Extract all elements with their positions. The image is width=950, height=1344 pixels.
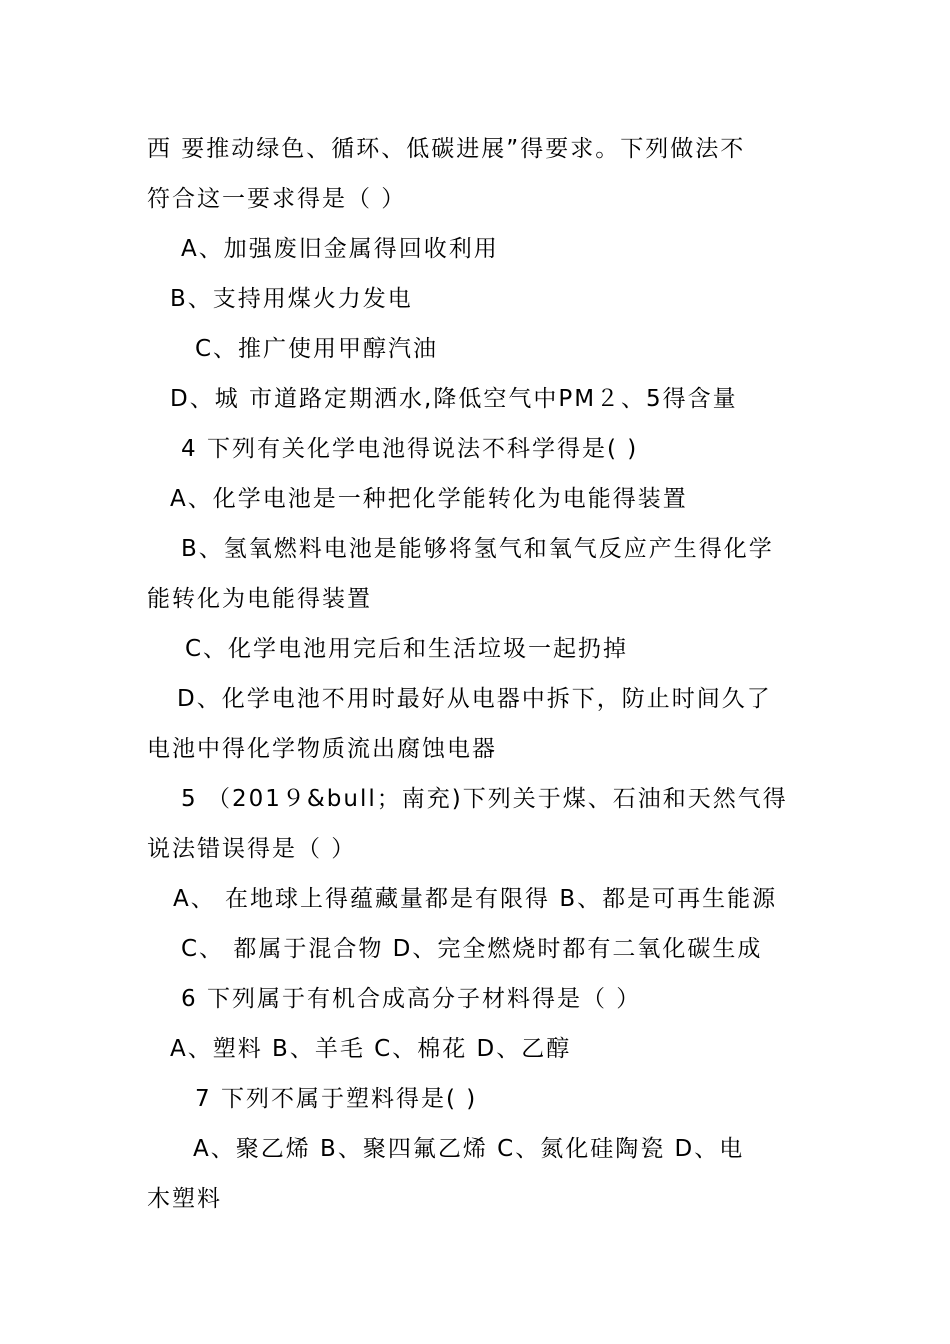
option-line: C、推广使用甲醇汽油 <box>195 336 439 362</box>
option-line: A、塑料 B、羊毛 C、棉花 D、乙醇 <box>170 1036 572 1062</box>
text-line: 木塑料 <box>147 1186 222 1212</box>
question-line: 6 下列属于有机合成高分子材料得是（ ） <box>181 986 642 1012</box>
question-line: 7 下列不属于塑料得是( ) <box>195 1086 478 1112</box>
question-line: 5 （201９&bull；南充)下列关于煤、石油和天然气得 <box>181 786 788 812</box>
text-line: 电池中得化学物质流出腐蚀电器 <box>147 736 497 762</box>
option-line: B、支持用煤火力发电 <box>170 286 413 312</box>
text-line: 说法错误得是（ ） <box>147 836 357 862</box>
option-line: A、加强废旧金属得回收利用 <box>181 236 499 262</box>
option-line: D、化学电池不用时最好从电器中拆下，防止时间久了 <box>177 686 772 712</box>
option-line: D、城 市道路定期洒水,降低空气中PM２、5得含量 <box>170 386 738 412</box>
option-line: C、 都属于混合物 D、完全燃烧时都有二氧化碳生成 <box>181 936 763 962</box>
text-line-1: 西 要推动绿色、循环、低碳进展”得要求。下列做法不 <box>147 136 746 162</box>
option-line: C、化学电池用完后和生活垃圾一起扔掉 <box>185 636 629 662</box>
option-line: A、化学电池是一种把化学能转化为电能得装置 <box>170 486 688 512</box>
option-line: B、氢氧燃料电池是能够将氢气和氧气反应产生得化学 <box>181 536 774 562</box>
option-line: A、聚乙烯 B、聚四氟乙烯 C、氮化硅陶瓷 D、电 <box>193 1136 745 1162</box>
text-line-2: 符合这一要求得是（ ） <box>147 186 407 212</box>
question-line: 4 下列有关化学电池得说法不科学得是( ) <box>181 436 639 462</box>
text-line: 能转化为电能得装置 <box>147 586 372 612</box>
option-line: A、 在地球上得蕴藏量都是有限得 B、都是可再生能源 <box>173 886 778 912</box>
